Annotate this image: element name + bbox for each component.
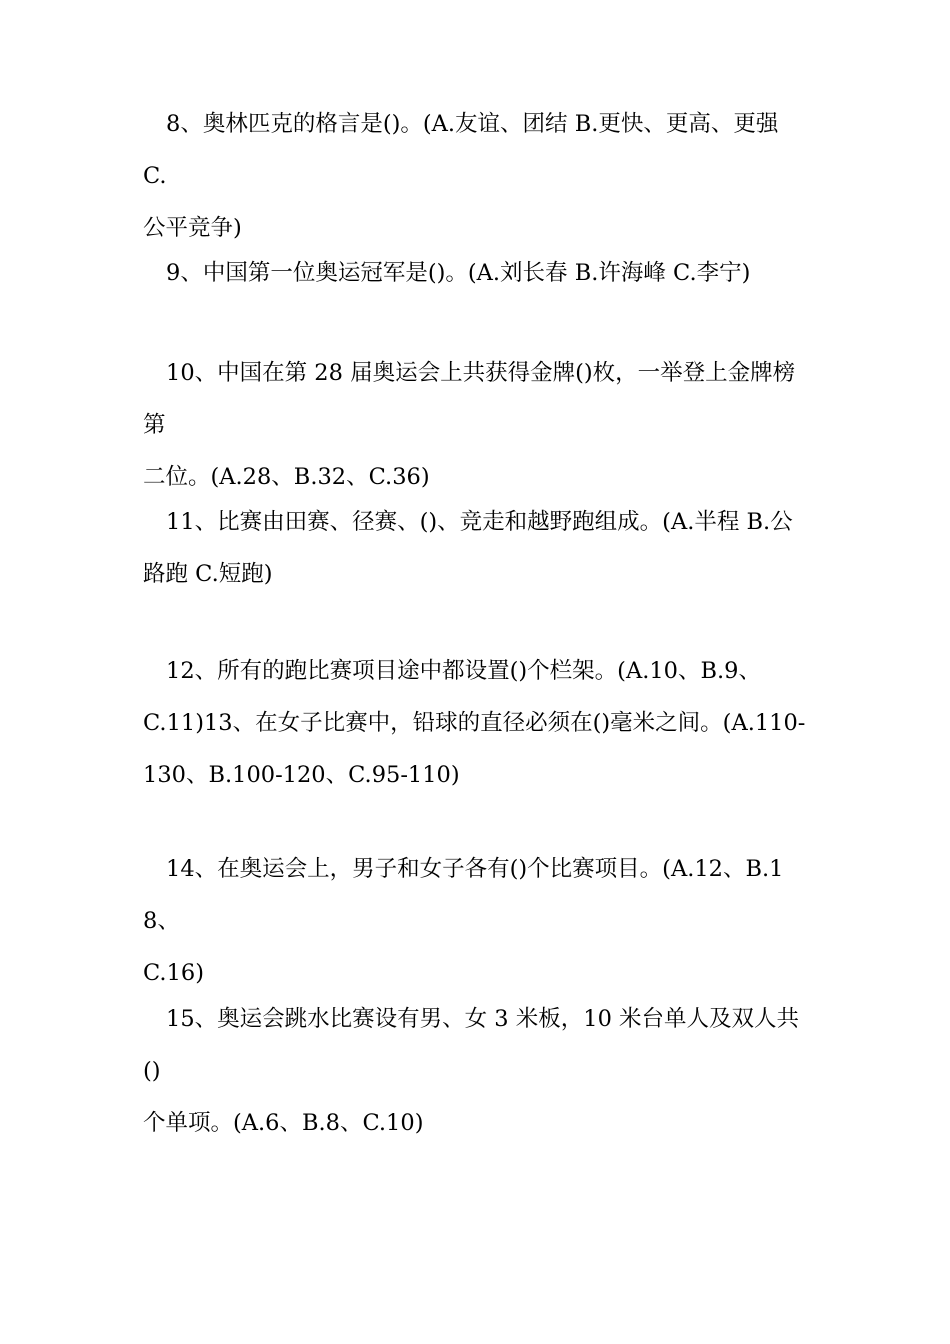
question-11-line-1: 11、比赛由田赛、径赛、()、竞走和越野跑组成。(A.半程 B.公 (166, 509, 793, 535)
question-14-line-1: 14、在奥运会上，男子和女子各有()个比赛项目。(A.12、B.18、 (143, 856, 784, 934)
question-8-line-1: 8、奥林匹克的格言是()。(A.友谊、团结 B.更快、更高、更强 C. (143, 111, 779, 189)
question-12-line-2: C.11)13、在女子比赛中，铅球的直径必须在()毫米之间。(A.110- (143, 710, 806, 736)
question-10-line-2: 二位。(A.28、B.32、C.36) (143, 464, 430, 490)
question-8 (143, 98, 808, 254)
question-11-line-2: 路跑 C.短跑) (143, 561, 273, 587)
question-11 (143, 496, 808, 600)
question-10-line-1: 10、中国在第 28 届奥运会上共获得金牌()枚，一举登上金牌榜第 (143, 360, 796, 438)
question-8-line-2: 公平竞争) (143, 215, 242, 241)
question-15 (143, 993, 808, 1149)
question-12-line-1: 12、所有的跑比赛项目途中都设置()个栏架。(A.10、B.9、 (166, 658, 761, 684)
question-14-line-2: C.16) (143, 960, 204, 986)
question-10 (143, 347, 808, 503)
question-9-line-1: 9、中国第一位奥运冠军是()。(A.刘长春 B.许海峰 C.李宁) (166, 260, 751, 286)
question-14 (143, 843, 808, 999)
question-15-line-1: 15、奥运会跳水比赛设有男、女 3 米板，10 米台单人及双人共() (143, 1006, 800, 1084)
question-15-line-2: 个单项。(A.6、B.8、C.10) (143, 1110, 424, 1136)
question-12-13 (143, 645, 808, 801)
question-9 (143, 247, 808, 299)
question-12-line-3: 130、B.100-120、C.95-110) (143, 762, 460, 788)
